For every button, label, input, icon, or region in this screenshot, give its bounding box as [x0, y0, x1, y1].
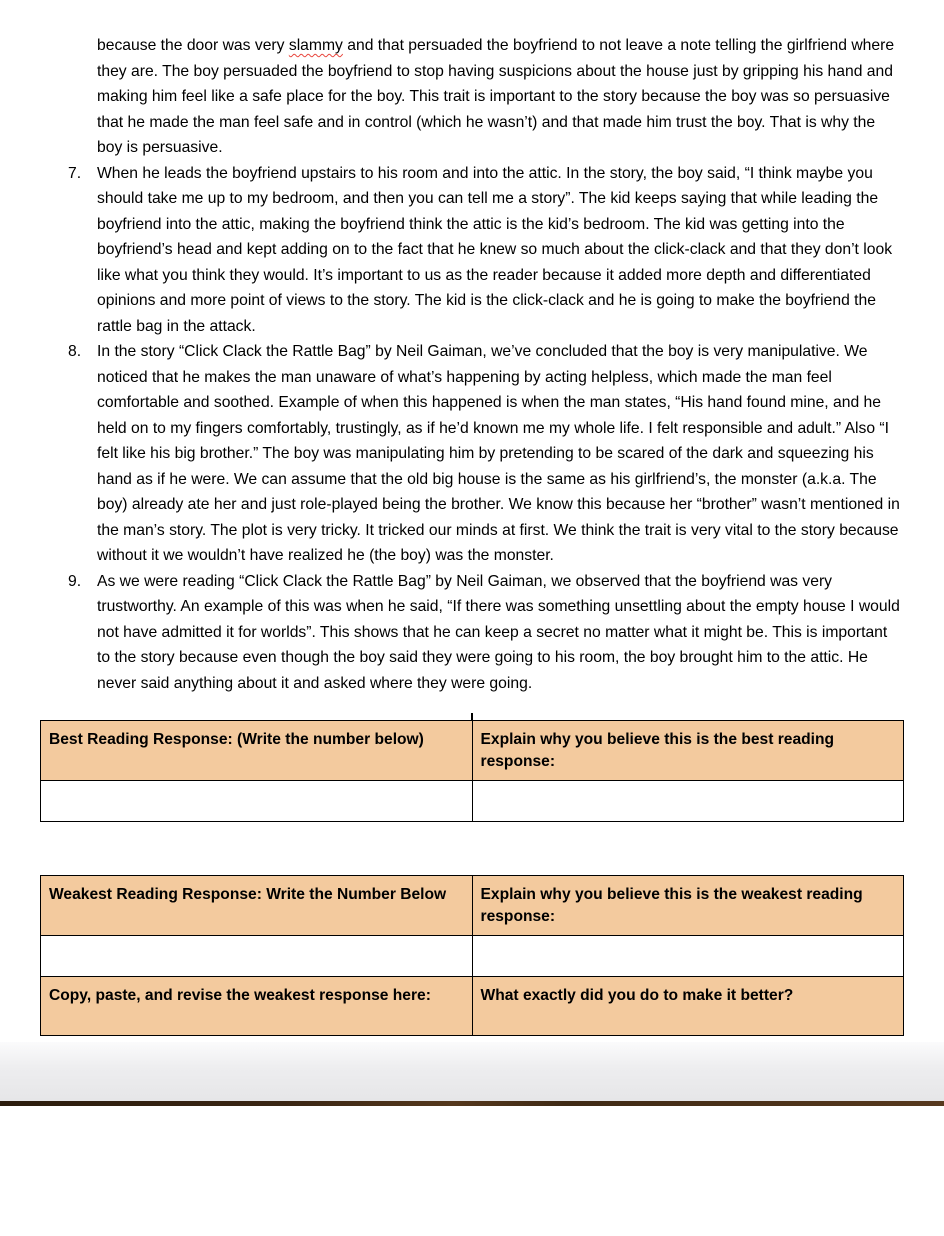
weakest-response-header-cell[interactable]: Weakest Reading Response: Write the Number Below [41, 876, 473, 936]
list-item-7[interactable] [68, 161, 904, 340]
best-response-header-cell[interactable]: Best Reading Response: (Write the number below) [41, 721, 473, 781]
weakest-response-table [40, 875, 904, 1036]
list-number-8: 8. [68, 343, 82, 360]
best-response-explain-header-cell[interactable]: Explain why you believe this is the best reading response: [472, 721, 904, 781]
list-item-8-text: In the story “Click Clack the Rattle Bag” by Neil Gaiman, we’ve concluded that the boy is very manipulative. We noticed that he makes the man unaware of what’s happening by acting helpless, which made the man feel comfortable and soothed. Example of when this happened is when the man states, “His hand found mine, and he held on to my fingers comfortably, trustingly, as if he’d known me my whole life. I felt responsible and adult.” Also “I felt like his big brother.” The boy was manipulating him by pretending to be scared of the dark and squeezing his hand as if he were. We can assume that the old big house is the same as his girlfriend’s, the monster (a.k.a. The boy) already ate her and just role-played being the brother. We know this because her “brother” wasn’t mentioned in the man’s story. The plot is very tricky. It tricked our minds at first. We think the trait is very vital to the story because without it we wouldn’t have realized he (the boy) was the monster. [97, 343, 900, 564]
list-item-9-text: As we were reading “Click Clack the Rattle Bag” by Neil Gaiman, we observed that the boyfriend was very trustworthy. An example of this was when he said, “If there was something unsettling about the empty house I would not have admitted it for worlds”. This shows that he can keep a secret no matter what it might be. This is important to the story because even though the boy said they were going to his room, the boy brought him to the attic. He never said anything about it and asked where they were going. [97, 572, 900, 692]
weakest-response-explain-answer-cell[interactable] [472, 936, 904, 977]
best-response-table [40, 720, 904, 822]
intro-paragraph-post: and that persuaded the boyfriend to not leave a note telling the girlfriend where they are. The boy persuaded the boyfriend to stop having suspicions about the house just by gripping his hand and making him feel like a safe place for the boy. This trait is important to the story because the boy was so persuasive that he made the man feel safe and in control (which he wasn’t) and that made him trust the boy. That is why the boy is persuasive. [97, 37, 895, 156]
intro-paragraph[interactable] [97, 33, 904, 161]
weakest-response-answer-cell[interactable] [41, 936, 473, 977]
best-response-answer-cell[interactable] [41, 781, 473, 822]
list-item-8[interactable] [68, 339, 904, 569]
intro-paragraph-pre: because the door was very [97, 37, 289, 54]
list-item-7-text: When he leads the boyfriend upstairs to his room and into the attic. In the story, the boy said, “I think maybe you should take me up to my bedroom, and then you can tell me a story”. The kid keeps saying that while leading the boyfriend into the attic, making the boyfriend think the attic is the kid’s bedroom. The kid was getting into the boyfriend’s head and kept adding on to the fact that he knew so much about the click-clack and that they don’t look like what you think they would. It’s important to us as the reader because it added more depth and differentiated opinions and more point of views to the story. The kid is the click-clack and he is going to make the boyfriend the rattle bag in the attack. [97, 164, 893, 335]
weakest-response-table-wrap [40, 875, 904, 1036]
table-divider-tick [471, 713, 473, 720]
best-response-table-wrap [40, 720, 904, 822]
list-item-9[interactable] [68, 569, 904, 697]
list-number-7: 7. [68, 164, 82, 182]
page-break-gap [0, 1042, 944, 1101]
weakest-response-explain-header-cell[interactable]: Explain why you believe this is the weakest reading response: [472, 876, 904, 936]
list-number-9: 9. [68, 572, 82, 590]
misspelled-word[interactable]: slammy [288, 37, 343, 54]
weakest-revise-header-cell[interactable]: Copy, paste, and revise the weakest response here: [41, 977, 473, 1036]
best-response-explain-answer-cell[interactable] [472, 781, 904, 822]
weakest-better-header-cell[interactable]: What exactly did you do to make it better? [472, 977, 904, 1036]
next-page-edge [0, 1101, 944, 1106]
